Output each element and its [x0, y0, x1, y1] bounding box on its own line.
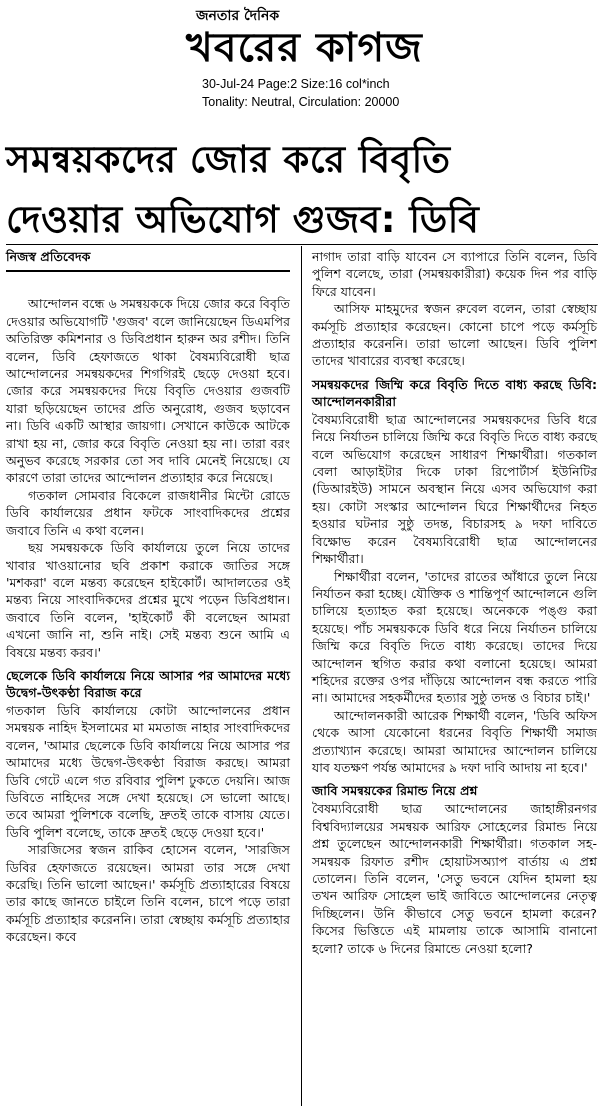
- column-divider: [301, 246, 302, 1106]
- right-paragraph-4: শিক্ষার্থীরা বলেন, 'তাদের রাতের আঁধারে তুলে নিয়ে নির্যাতন করা হচ্ছে। যৌক্তিক ও শান্তিপূর্ণ আন্দোলনে গুলি চালিয়ে হত্যাহত করা হয়েছে। অনেককে পঙ্গু করা হয়েছে। পাঁচ সমন্বয়ককে ডিবি ধরে নিয়ে নির্যাতন চালিয়ে জিম্মি করে বিবৃতি দিতে বাধ্য করেছে। তাদের দিয়ে আন্দোলন স্থগিত করার কথা বলানো হয়েছে। আমরা শহিদের রক্তের ওপর দাঁড়িয়ে আন্দোলন বন্ধ করতে পারি না। আমাদের সহকর্মীদের হত্যার সুষ্ঠু তদন্ত ও বিচার চাই।': [312, 568, 597, 706]
- right-subheading-2: জাবি সমন্বয়কের রিমান্ড নিয়ে প্রশ্ন: [312, 783, 478, 799]
- article-column-right: [312, 248, 597, 957]
- masthead: [0, 0, 606, 118]
- left-paragraph-5: সারজিসের স্বজন রাকিব হোসেন বলেন, 'সারজিস ডিবির হেফাজতে রয়েছেন। আমরা তার সঙ্গে দেখা করেছি। তিনি ভালো আছেন।' কর্মসূচি প্রত্যাহারের বিষয়ে তার কাছে জানতে চাইলে তিনি বলেন, চাপে পড়ে তারা কর্মসূচি প্রত্যাহার করেননি। তারা স্বেচ্ছায় কর্মসূচি প্রত্যাহার করেছেন। কবে: [6, 842, 290, 945]
- newspaper-name: খবরের কাগজ: [186, 25, 423, 71]
- right-paragraph-2: আসিফ মাহমুদের স্বজন রুবেল বলেন, তারা স্বেচ্ছায় কর্মসূচি প্রত্যাহার করেছেন। কোনো চাপে পড়ে কর্মসূচি প্রত্যাহার করেননি। তারা ভালো আছেন। ডিবি পুলিশ তাদের খাবারের ব্যবস্থা করেছে।: [312, 301, 597, 369]
- right-paragraph-1: নাগাদ তারা বাড়ি যাবেন সে ব্যাপারে তিনি বলেন, ডিবি পুলিশ বলেছে, তারা (সমন্বয়কারীরা) কয়েক দিন পর বাড়ি ফিরে যাবেন।: [312, 249, 597, 299]
- right-paragraph-5: আন্দোলনকারী আরেক শিক্ষার্থী বলেন, 'ডিবি অফিস থেকে আসা যেকোনো ধরনের বিবৃতি শিক্ষার্থী সমাজ প্রত্যাখ্যান করেছে। আমরা আমাদের আন্দোলন চালিয়ে যাব যতক্ষণ পর্যন্ত আমাদের ৯ দফা দাবি আদায় না হবে।': [312, 707, 597, 775]
- byline: নিজস্ব প্রতিবেদক: [6, 249, 91, 264]
- left-paragraph-1: আন্দোলন বন্ধে ৬ সমন্বয়ককে দিয়ে জোর করে বিবৃতি দেওয়ার অভিযোগটি 'গুজব' বলে জানিয়েছেন ডিএমপির অতিরিক্ত কমিশনার ও ডিবিপ্রধান হারুন অর রশীদ। তিনি বলেন, ডিবি হেফাজতে থাকা বৈষম্যবিরোধী ছাত্র আন্দোলনের সমন্বয়কদের শিগগিরই ছেড়ে দেওয়া হবে। জোর করে সমন্বয়কদের দিয়ে বিবৃতি দেওয়ার গুজবটি যারা ছড়িয়েছেন তাদের প্রতি অনুরোধ, গুজব ছড়াবেন না। ডিবি একটি আস্থার জায়গা। সেখানে কাউকে আটকে রাখা হয় না, জোর করে বিবৃতি নেওয়া হয় না। তারা বরং অনুভব করেছে সরকার তো সব দাবি মেনেই নিয়েছে। যে কারণে তারা তাদের আন্দোলন প্রত্যাহার করে নিয়েছে।: [6, 296, 290, 486]
- right-paragraph-6: বৈষম্যবিরোধী ছাত্র আন্দোলনের জাহাঙ্গীরনগর বিশ্ববিদ্যালয়ের সমন্বয়ক আরিফ সোহেলের রিমান্ড নিয়ে প্রশ্ন তুলেছেন আন্দোলনকারী শিক্ষার্থীরা। গতকাল সহ-সমন্বয়ক রিফাত রশীদ হোয়াটসঅ্যাপ বার্তায় এ প্রশ্ন তোলেন। তিনি বলেন, 'সেতু ভবনে যেদিন হামলা হয় তখন আরিফ সোহেল ভাই জাবিতে আন্দোলনের নেতৃত্ব দিচ্ছিলেন। উনি কীভাবে সেতু ভবনে হামলা করেন? কিসের ভিত্তিতে এই মামলায় তাকে আসামি বানানো হলো? তাকে ৬ দিনের রিমান্ডে নেওয়া হলো?: [312, 801, 597, 956]
- article-column-left: [6, 248, 290, 946]
- headline-line-2: দেওয়ার অভিযোগ গুজব: ডিবি: [6, 198, 480, 241]
- left-paragraph-3: ছয় সমন্বয়ককে ডিবি কার্যালয়ে তুলে নিয়ে তাদের খাবার খাওয়ানোর ছবি প্রকাশ করাকে জাতির সঙ্গে 'মশকরা' বলে মন্তব্য করেছেন হাইকোর্ট। আদালতের ওই মন্তব্য নিয়ে সাংবাদিকদের প্রশ্নের মুখে পড়েন ডিবিপ্রধান। জবাবে তিনি বলেন, 'হাইকোর্ট কী বলেছেন আমরা এখনো জানি না, শুনি নাই। সেই মন্তব্য শুনে আমি এ বিষয়ে মন্তব্য করব।': [6, 540, 290, 660]
- left-subheading-1: ছেলেকে ডিবি কার্যালয়ে নিয়ে আসার পর আমাদের মধ্যে উদ্বেগ-উৎকণ্ঠা বিরাজ করে: [6, 667, 290, 700]
- clipping-meta-tonality: Tonality: Neutral, Circulation: 20000: [202, 95, 400, 109]
- right-subheading-1: সমন্বয়কদের জিম্মি করে বিবৃতি দিতে বাধ্য করছে ডিবি: আন্দোলনকারীরা: [312, 376, 597, 409]
- masthead-tagline: জনতার দৈনিক: [196, 8, 280, 24]
- right-paragraph-3: বৈষম্যবিরোধী ছাত্র আন্দোলনের সমন্বয়কদের ডিবি ধরে নিয়ে নির্যাতন চালিয়ে জিম্মি করে বিবৃতি দিতে বাধ্য করছে বলে অভিযোগ করেছেন সাধারণ শিক্ষার্থীরা। গতকাল বেলা আড়াইটার দিকে ঢাকা রিপোর্টার্স ইউনিটির (ডিআরইউ) সামনে অবস্থান নিয়ে এসব অভিযোগ করা হয়। কোটা সংস্কার আন্দোলন ঘিরে শিক্ষার্থীদের নিহত হওয়ার ঘটনার সুষ্ঠু তদন্ত, বিচারসহ ৯ দফা দাবিতে বিক্ষোভ করেন বৈষম্যবিরোধী ছাত্র আন্দোলনের শিক্ষার্থীরা।: [312, 411, 597, 567]
- left-paragraph-4: গতকাল ডিবি কার্যালয়ে কোটা আন্দোলনের প্রধান সমন্বয়ক নাহিদ ইসলামের মা মমতাজ নাহার সাংবাদিকদের বলেন, 'আমার ছেলেকে ডিবি কার্যালয়ে নিয়ে আসার পর আমাদের মধ্যে উদ্বেগ-উৎকণ্ঠা বিরাজ করছে। আমরা ডিবি গেটে এলে গত রবিবার পুলিশ ঢুকতে দেয়নি। আজ ডিবিতে নাহিদের সঙ্গে দেখা হয়েছে। সে ভালো আছে। তবে আমরা পুলিশকে বলেছি, দ্রুতই তাকে বাসায় যেতে। ডিবি পুলিশ বলেছে, তাকে দ্রুতই ছেড়ে দেওয়া হবে।': [6, 702, 290, 840]
- clipping-meta-date: 30-Jul-24 Page:2 Size:16 col*inch: [202, 77, 390, 91]
- left-paragraph-2: গতকাল সোমবার বিকেলে রাজধানীর মিন্টো রোডে ডিবি কার্যালয়ের প্রধান ফটকে সাংবাদিকদের প্রশ্নের জবাবে তিনি এ কথা বলেন।: [6, 487, 290, 538]
- headline-line-1: সমন্বয়কদের জোর করে বিবৃতি: [6, 138, 451, 181]
- headline-divider: [6, 244, 598, 245]
